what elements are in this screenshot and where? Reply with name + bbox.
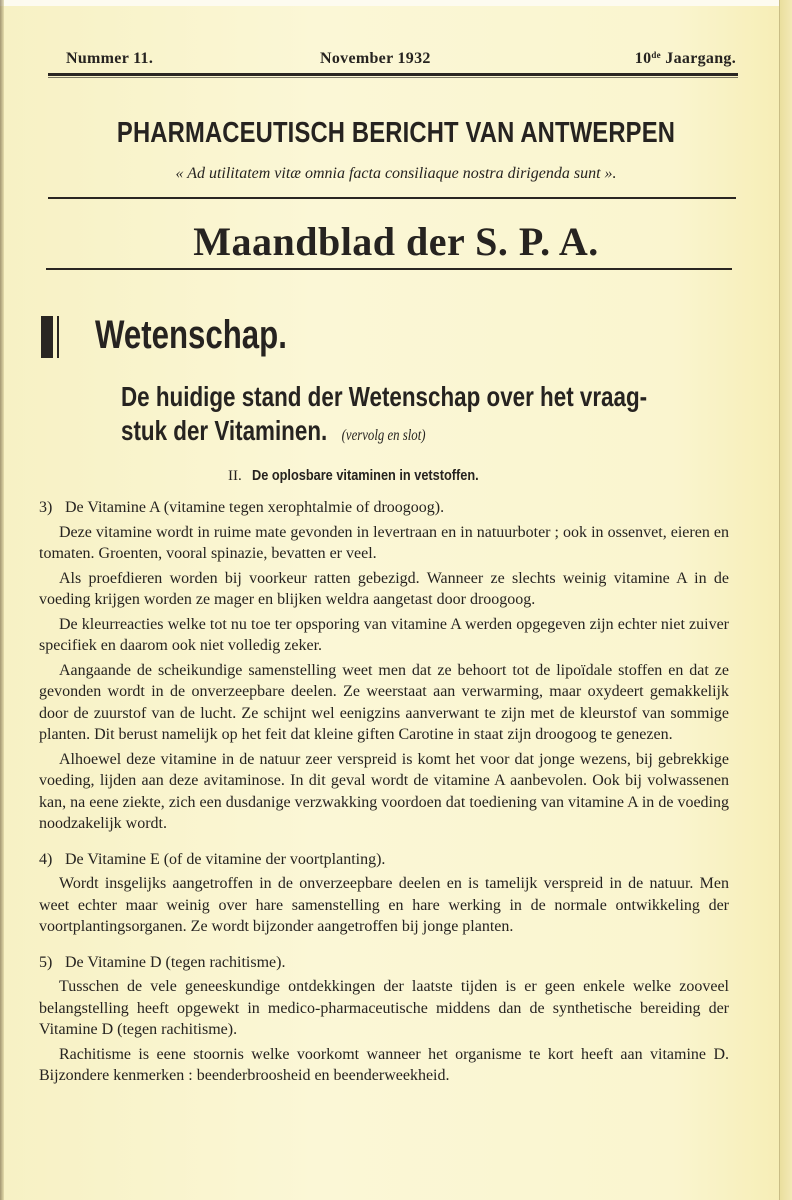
volume-number: 10 <box>634 50 652 67</box>
item-vitamin-e <box>39 849 729 938</box>
section-marker-icon <box>41 316 53 358</box>
article-title-line2: stuk der Vitaminen. <box>121 415 328 446</box>
part-heading <box>228 467 518 485</box>
item-heading <box>39 497 729 519</box>
subtitle-rule <box>46 268 732 270</box>
binding-edge <box>0 0 4 1200</box>
item-vitamin-a <box>39 497 729 835</box>
paragraph: Alhoewel deze vitamine in de natuur zeer verspreid is komt het voor dat jonge wezens, bij gebrekkige voeding, lijden aan deze avitaminose. In dit geval wordt de vitamine A aanbevolen. Ook bij volwassenen kan, na eene ziekte, zich een dusdanige verzwakking voordoen dat toediening van vitamine A in de voeding noodzakelijk wordt. <box>39 750 729 832</box>
article-body <box>39 497 729 1087</box>
journal-subtitle: Maandblad der S. P. A. <box>193 219 599 264</box>
section-marker-line <box>57 316 59 358</box>
part-number: II. <box>228 468 242 484</box>
paragraph: De kleurreacties welke tot nu toe ter opsporing van vitamine A werden opgegeven zijn echter niet zuiver specifiek en daarom ook niet volledig zeker. <box>39 615 729 654</box>
volume-suffix: de <box>651 50 661 60</box>
paragraph: Aangaande de scheikundige samenstelling weet men dat ze behoort tot de lipoïdale stoffen en dat ze gevonden wordt in de onverzeepbare deelen. Ze weerstaat aan verwarming, maar oxydeert gemakkelijk door de zuurstof van de lucht. Ze schijnt wel eenigzins aanverwant te zijn met de kleurstof van sommige planten. Dit berust namelijk op het feit dat kleine giften Carotine in staat zijn droogoog te genezen. <box>39 661 729 743</box>
masthead-rule <box>48 73 738 76</box>
paragraph: Als proefdieren worden bij voorkeur ratten gebezigd. Wanneer ze slechts weinig vitamine A in de voeding krijgen worden ze mager en blijken weldra aangetast door droogoog. <box>39 569 729 608</box>
journal-motto: « Ad utilitatem vitæ omnia facta consiliaque nostra dirigenda sunt ». <box>175 165 617 182</box>
masthead-rule-thin <box>48 77 738 78</box>
title-rule <box>48 197 736 199</box>
masthead-info-row <box>50 50 736 72</box>
paragraph: Tusschen de vele geneeskundige ontdekkingen der laatste tijden is er geen enkele welke zooveel belangstelling heeft opgewekt in medico-pharmaceutische middens dan de synthetische bereiding der Vitamine D (tegen rachitisme). <box>39 978 729 1038</box>
item-number: 3) <box>39 499 53 516</box>
page-top-edge <box>0 0 792 6</box>
item-heading-text: De Vitamine A (vitamine tegen xerophtalmie of droogoog). <box>65 499 445 516</box>
article-title-note: (vervolg en slot) <box>341 427 426 444</box>
part-title: De oplosbare vitaminen in vetstoffen. <box>251 467 479 484</box>
page-right-edge <box>779 0 792 1200</box>
volume-word: Jaargang. <box>665 50 736 67</box>
item-heading <box>39 849 729 871</box>
article-title <box>121 380 648 453</box>
item-heading <box>39 952 729 974</box>
item-heading-text: De Vitamine E (of de vitamine der voortplanting). <box>65 850 386 868</box>
item-number: 5) <box>39 953 53 971</box>
issue-number: Nummer 11. <box>66 50 154 67</box>
item-number: 4) <box>39 850 53 868</box>
paragraph: Deze vitamine wordt in ruime mate gevonden in levertraan en in natuurboter ; ook in ossenvet, eieren en tomaten. Groenten, vooral spinazie, bevatten er veel. <box>39 523 729 562</box>
issue-date: November 1932 <box>320 50 431 67</box>
volume-label <box>635 50 736 68</box>
item-heading-text: De Vitamine D (tegen rachitisme). <box>65 953 286 971</box>
item-vitamin-d <box>39 952 729 1087</box>
article-title-line1: De huidige stand der Wetenschap over het vraag- <box>121 381 648 412</box>
section-title: Wetenschap. <box>95 313 287 357</box>
journal-title: PHARMACEUTISCH BERICHT VAN ANTWERPEN <box>116 117 676 149</box>
paragraph: Wordt insgelijks aangetroffen in de onverzeepbare deelen en is tamelijk verspreid in de natuur. Men weet echter maar weinig over hare samenstelling en hare werking in de normale ontwikkeling der voortplantingsorganen. Ze wordt bijzonder aangetroffen bij jonge planten. <box>39 875 729 935</box>
paragraph: Rachitisme is eene stoornis welke voorkomt wanneer het organisme te kort heeft aan vitamine D. Bijzondere kenmerken : beenderbroosheid en beenderweekheid. <box>39 1045 729 1084</box>
